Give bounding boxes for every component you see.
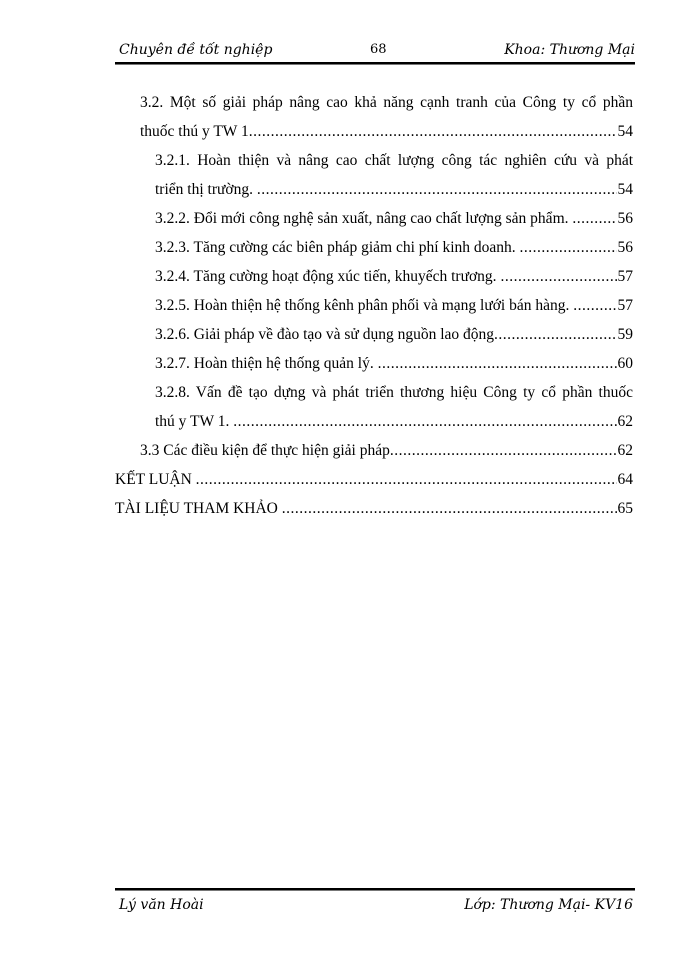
- toc-page-number: 54: [617, 181, 633, 198]
- toc-entry-text: KẾT LUẬN: [115, 471, 196, 488]
- toc-entry-text: TÀI LIỆU THAM KHẢO: [115, 500, 282, 517]
- leader-dots: [494, 324, 616, 346]
- leader-dots: [572, 208, 616, 230]
- footer-author: Lý văn Hoài: [119, 897, 204, 913]
- toc-page-number: 60: [617, 355, 633, 372]
- toc-page-number: 65: [617, 500, 633, 517]
- toc-entry-text: 3.3 Các điều kiện để thực hiện giải pháp: [140, 442, 390, 459]
- toc-entry-tai-lieu-tham-khao[interactable]: [115, 498, 633, 520]
- toc-entry-3-2-line2[interactable]: [140, 121, 633, 143]
- toc-entry-3-3[interactable]: [140, 440, 633, 462]
- toc-entry-text: thú y TW 1.: [155, 413, 234, 430]
- footer-class: Lớp: Thương Mại- KV16: [464, 897, 633, 913]
- toc-page-number: 59: [617, 326, 633, 343]
- leader-dots: [196, 469, 617, 491]
- toc-entry-text: 3.2.3. Tăng cường các biên pháp giảm chi phí kinh doanh.: [155, 239, 520, 256]
- toc-page-number: 54: [617, 123, 633, 140]
- toc-entry-3-2-5[interactable]: [155, 295, 633, 317]
- toc-entry-3-2-4[interactable]: [155, 266, 633, 288]
- toc-entry-text: 3.2.4. Tăng cường hoạt động xúc tiến, khuyếch trương.: [155, 268, 501, 285]
- toc-entry-text: 3.2.1. Hoàn thiện và nâng cao chất lượng công tác nghiên cứu và phát: [155, 152, 633, 169]
- page-number: 68: [370, 42, 387, 57]
- leader-dots: [573, 295, 616, 317]
- header-department: Khoa: Thương Mại: [504, 42, 635, 58]
- toc-entry-3-2-8-line2[interactable]: [155, 411, 633, 433]
- toc-entry-3-2-1-line1[interactable]: [155, 150, 633, 172]
- toc-page-number: 64: [617, 471, 633, 488]
- toc-entry-3-2-2[interactable]: [155, 208, 633, 230]
- leader-dots: [520, 237, 617, 259]
- leader-dots: [233, 411, 616, 433]
- toc-entry-3-2-3[interactable]: [155, 237, 633, 259]
- toc-page-number: 57: [617, 268, 633, 285]
- leader-dots: [257, 179, 617, 201]
- leader-dots: [378, 353, 617, 375]
- toc-entry-text: 3.2. Một số giải pháp nâng cao khả năng cạnh tranh của Công ty cổ phần: [140, 94, 633, 111]
- toc-entry-3-2-1-line2[interactable]: [155, 179, 633, 201]
- toc-page-number: 56: [617, 239, 633, 256]
- toc-entry-3-2-6[interactable]: [155, 324, 633, 346]
- toc-entry-text: 3.2.6. Giải pháp về đào tạo và sử dụng nguồn lao động: [155, 326, 495, 343]
- toc-entry-3-2-8-line1[interactable]: [155, 382, 633, 404]
- toc-entry-3-2-line1[interactable]: [140, 92, 633, 114]
- toc-entry-ket-luan[interactable]: [115, 469, 633, 491]
- toc-entry-text: 3.2.2. Đổi mới công nghệ sản xuất, nâng cao chất lượng sản phẩm.: [155, 210, 573, 227]
- toc-page-number: 62: [617, 413, 633, 430]
- toc-page-number: 57: [617, 297, 633, 314]
- toc-entry-text: 3.2.8. Vấn đề tạo dựng và phát triển thương hiệu Công ty cổ phần thuốc: [155, 384, 633, 401]
- toc-entry-text: triển thị trường.: [155, 181, 257, 198]
- toc-entry-text: 3.2.5. Hoàn thiện hệ thống kênh phân phối và mạng lưới bán hàng.: [155, 297, 574, 314]
- leader-dots: [282, 498, 617, 520]
- toc-page-number: 62: [617, 442, 633, 459]
- toc-entry-3-2-7[interactable]: [155, 353, 633, 375]
- header-rule: [115, 62, 635, 65]
- leader-dots: [249, 121, 617, 143]
- footer-rule: [115, 888, 635, 891]
- leader-dots: [390, 440, 617, 462]
- toc-entry-text: 3.2.7. Hoàn thiện hệ thống quản lý.: [155, 355, 378, 372]
- page-header: [115, 42, 635, 62]
- toc-entry-text: thuốc thú y TW 1: [140, 123, 249, 140]
- header-title: Chuyên đề tốt nghiệp: [119, 42, 273, 58]
- page-footer: [115, 897, 635, 917]
- leader-dots: [500, 266, 616, 288]
- toc-page-number: 56: [617, 210, 633, 227]
